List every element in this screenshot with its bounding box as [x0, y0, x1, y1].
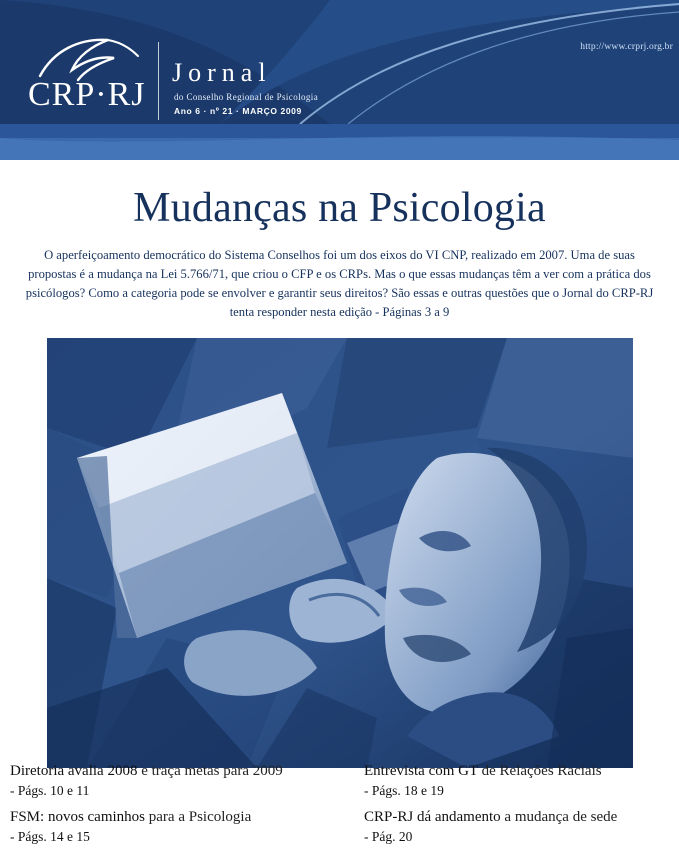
- list-item[interactable]: [354, 808, 669, 854]
- logo-block[interactable]: [28, 36, 328, 128]
- list-item[interactable]: [10, 808, 348, 854]
- teaser-title-strong: CRP-RJ dá andamento: [364, 809, 501, 825]
- teaser-pages: - Pág. 20: [364, 828, 413, 844]
- logo-divider: [158, 42, 159, 120]
- page-title: Mudanças na Psicologia: [133, 185, 546, 231]
- cover-photo-illustration: [47, 338, 633, 768]
- list-item[interactable]: [354, 762, 669, 808]
- lead-paragraph: O aperfeiçoamento democrático do Sistema Conselhos foi um dos eixos do VI CNP, realizado em 2007. Uma de suas propostas é a mudança na Lei 5.766/71, que criou o CFP e os CRPs. Mas o que essas mudanças têm a ver com a prática dos psicólogos? Como a categoria pode se envolver e garantir seus direitos? São essas e outras questões que o Jornal do CRP-RJ tenta responder nesta edição - Páginas 3 a 9: [25, 248, 654, 319]
- logo-issue-line: Ano 6 · nº 21 · MARÇO 2009: [174, 106, 302, 116]
- cover-photo: [47, 338, 633, 768]
- teaser-pages: - Págs. 18 e 19: [364, 782, 444, 798]
- teaser-pages: - Págs. 10 e 11: [10, 782, 90, 798]
- list-item[interactable]: [10, 762, 348, 808]
- logo-subtitle: do Conselho Regional de Psicologia: [174, 92, 319, 102]
- teaser-title-strong: Entrevista com GT: [364, 763, 478, 779]
- teaser-title-light: para a Psicologia: [145, 809, 252, 825]
- teaser-pages: - Págs. 14 e 15: [10, 828, 90, 844]
- logo-jornal-text: Jornal: [172, 58, 272, 87]
- teaser-title-strong: Diretoria avalia 2008: [10, 763, 138, 779]
- masthead-website-url[interactable]: http://www.crprj.org.br: [580, 42, 673, 52]
- masthead: [0, 0, 679, 160]
- teaser-title-light: a mudança de sede: [500, 809, 618, 825]
- teaser-title-light: de Relações Raciais: [477, 763, 602, 779]
- cover-index: [0, 762, 679, 854]
- teaser-title-light: e traça metas para 2009: [137, 763, 283, 779]
- logo-crp-text: CRP·RJ: [28, 76, 146, 113]
- teaser-title-strong: FSM: novos caminhos: [10, 809, 146, 825]
